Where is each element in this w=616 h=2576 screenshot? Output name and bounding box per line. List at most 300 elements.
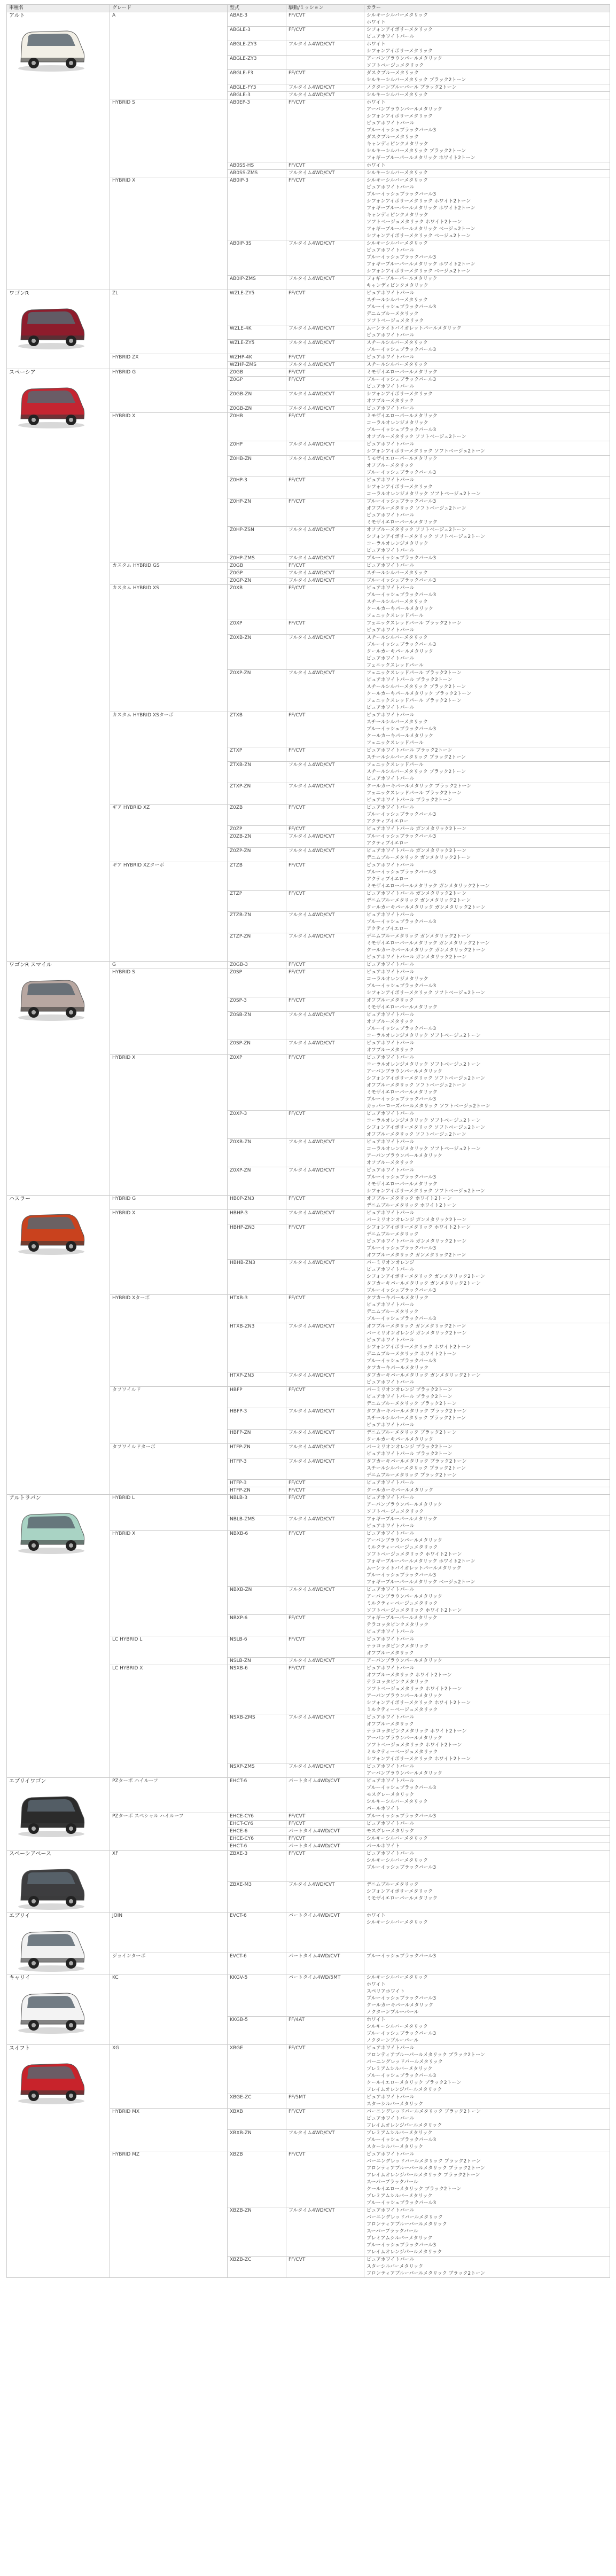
color-name: スチールシルバーメタリック: [367, 340, 428, 346]
drive-cell: FF/CVT: [286, 1055, 364, 1111]
grade-cell: XG: [110, 2045, 228, 2109]
color-name: ミルクティーベージュメタリック: [367, 1601, 438, 1606]
color-name: シルキーシルバーメタリック: [367, 92, 428, 98]
model-cell: [7, 2045, 110, 2278]
color-name: タフカーキパールメタリック ブラック2トーン: [367, 1409, 467, 1414]
drive-cell: FF/CVT: [286, 2109, 364, 2130]
drive-cell: FF/CVT: [286, 1615, 364, 1636]
color-cell: [364, 456, 610, 477]
color-name: ピュアホワイトパール: [367, 1821, 415, 1826]
drive-cell: FF/CVT: [286, 413, 364, 441]
color-cell: [364, 1408, 610, 1430]
color-cell: [364, 1843, 610, 1851]
color-name: ミモザイエローパールメタリック ガンメタリック2トーン: [367, 884, 490, 889]
color-name: ピュアホワイトパール: [367, 1380, 415, 1385]
color-cell: [364, 1260, 610, 1295]
color-name: ピュアホワイトパール: [367, 586, 415, 591]
color-name: ブルーイッシュブラックパール3: [367, 556, 436, 561]
model-code-cell: ZTZP-ZN: [228, 933, 286, 962]
drive-cell: フルタイム4WD/CVT: [286, 1882, 364, 1913]
color-cell: [364, 12, 610, 27]
color-name: フロンティアブルーパールメタリック: [367, 2222, 447, 2227]
model-code-cell: ZTZB: [228, 862, 286, 891]
color-name: オフブルーメタリック ソフトベージュ2トーン: [367, 527, 466, 533]
color-name: ピュアホワイトパール: [367, 705, 415, 711]
grade-cell: KC: [110, 1974, 228, 2045]
color-name: ブルーイッシュブラックパール3: [367, 1316, 436, 1322]
color-name: プレミアムシルバーメタリック: [367, 2130, 433, 2136]
color-name: ブルーイッシュブラックパール3: [367, 1996, 436, 2001]
color-cell: [364, 1139, 610, 1167]
color-name: クールカーキパールメタリック: [367, 2003, 434, 2008]
color-name: ミモザイエローパールメタリック: [367, 370, 438, 375]
drive-cell: フルタイム4WD/CVT: [286, 456, 364, 477]
car-window: [27, 2066, 75, 2079]
color-name: ホワイト: [367, 163, 386, 168]
color-cell: [364, 1836, 610, 1843]
model-code-cell: HTXP-ZN3: [228, 1372, 286, 1387]
model-code-cell: EHCE-CY6: [228, 1836, 286, 1843]
color-name: コーラルオレンジメタリック ソフトベージュ2トーン: [367, 1146, 481, 1152]
drive-cell: フルタイム4WD/CVT: [286, 325, 364, 340]
model-code-cell: ZTXP: [228, 747, 286, 762]
color-name: ピュアホワイトパール ガンメタリック2トーン: [367, 891, 467, 896]
model-code-cell: Z0XP: [228, 1055, 286, 1111]
color-name: ピュアホワイトパール: [367, 1764, 415, 1769]
header-drive: 駆動/ミッション: [286, 5, 364, 12]
model-code-cell: HTXB-ZN3: [228, 1323, 286, 1372]
color-name: アクティブイエロー: [367, 841, 409, 846]
color-name: ブルーイッシュブラックパール3: [367, 983, 436, 989]
color-name: キャンディピンクメタリック: [367, 283, 428, 288]
color-name: ピュアホワイトパール: [367, 1012, 415, 1018]
car-hub-front: [32, 2023, 36, 2027]
color-cell: [364, 2130, 610, 2151]
grade-cell: HYBRID X: [110, 1210, 228, 1295]
color-name: ソフトベージュメタリック: [367, 1509, 424, 1515]
drive-cell: フルタイム4WD/CVT: [286, 555, 364, 563]
model-code-cell: ZTZP: [228, 891, 286, 912]
drive-cell: パートタイム4WD/CVT: [286, 1953, 364, 1974]
model-cell: [7, 290, 110, 369]
color-name: ミモザイエローパールメタリック ガンメタリック2トーン: [367, 941, 490, 946]
drive-cell: フルタイム4WD/CVT: [286, 635, 364, 670]
color-cell: [364, 620, 610, 635]
grade-cell: カスタム HYBRID GS: [110, 563, 228, 585]
color-name: ダスクブルーメタリック: [367, 71, 419, 76]
color-name: ピュアホワイトパール: [367, 2046, 415, 2051]
color-cell: [364, 1012, 610, 1040]
color-name: ピュアホワイトパール ガンメタリック2トーン: [367, 848, 467, 854]
color-name: ホワイト: [367, 100, 386, 105]
grade-cell: LC HYBRID X: [110, 1665, 228, 1778]
model-code-cell: Z0HB: [228, 413, 286, 441]
color-name: スチールシルバーメタリック: [367, 298, 428, 303]
color-name: シフォンアイボリーメタリック: [367, 1889, 433, 1894]
grade-cell: PZターボ ハイルーフ: [110, 1778, 228, 1813]
car-photo: [11, 1985, 91, 2036]
color-name: ピュアホワイトパール: [367, 34, 415, 40]
table-row: [7, 12, 610, 27]
car-window: [27, 983, 75, 995]
color-cell: [364, 2207, 610, 2257]
color-cell: [364, 1224, 610, 1260]
table-row: [7, 1495, 610, 1516]
grade-cell: HYBRID Xターボ: [110, 1295, 228, 1387]
car-hub-rear: [69, 2023, 73, 2027]
drive-cell: フルタイム4WD/CVT: [286, 362, 364, 369]
model-code-cell: Z0GP-ZN: [228, 577, 286, 585]
color-cell: [364, 413, 610, 441]
color-cell: [364, 891, 610, 912]
color-name: シフォンアイボリーメタリック ソフトベージュ2トーン: [367, 1076, 485, 1081]
grade-cell: HYBRID X: [110, 1055, 228, 1196]
car-window: [27, 1516, 75, 1528]
color-name: ブルーイッシュブラックパール3: [367, 2200, 436, 2206]
color-name: ピュアホワイトパール: [367, 1851, 415, 1856]
color-name: ピュアホワイトパール: [367, 406, 415, 411]
color-name: スチールシルバーメタリック ブラック2トーン: [367, 769, 466, 775]
color-name: ノクターンブルーパール: [367, 2038, 419, 2043]
color-name: テラコッタピンクメタリック: [367, 1680, 429, 1685]
color-name: クールカーキパールメタリック ブラック2トーン: [367, 691, 472, 697]
model-code-cell: Z0GP: [228, 377, 286, 391]
model-code-cell: Z0HB-ZN: [228, 456, 286, 477]
color-name: ピュアホワイトパール: [367, 970, 415, 975]
color-name: シルキーシルバーメタリック ブラック2トーン: [367, 77, 466, 83]
model-code-cell: XBZB: [228, 2151, 286, 2207]
color-name: ムーンライトバイオレットパールメタリック: [367, 326, 462, 331]
color-cell: [364, 1828, 610, 1836]
model-code-cell: WZLE-ZY5: [228, 340, 286, 354]
color-cell: [364, 2094, 610, 2109]
drive-cell: フルタイム4WD/CVT: [286, 833, 364, 848]
color-cell: [364, 933, 610, 962]
color-cell: [364, 805, 610, 826]
color-name: アクティブイエロー: [367, 877, 409, 882]
car-photo: [11, 1505, 91, 1556]
drive-cell: フルタイム4WD/CVT: [286, 2207, 364, 2257]
grade-cell: HYBRID G: [110, 369, 228, 413]
model-code-cell: HTFP-3: [228, 1458, 286, 1480]
color-name: アーバンブラウンパールメタリック: [367, 1502, 442, 1508]
color-name: シフォンアイボリーメタリック: [367, 49, 433, 54]
drive-cell: フルタイム4WD/CVT: [286, 1167, 364, 1196]
color-name: アーバンブラウンパールメタリック: [367, 1538, 442, 1543]
color-name: コーラルオレンジメタリック ソフトベージュ2トーン: [367, 1033, 481, 1039]
model-code-cell: HTXB-3: [228, 1295, 286, 1323]
drive-cell: FF/4AT: [286, 2017, 364, 2045]
color-name: デニムブルーメタリック ガンメタリック2トーン: [367, 898, 471, 903]
color-name: フェニックスレッドパール: [367, 663, 424, 668]
model-code-cell: ABGLE-FY3: [228, 84, 286, 92]
color-name: ピュアホワイトパール: [367, 713, 415, 718]
color-name: プレミアムシルバーメタリック: [367, 2066, 433, 2072]
color-name: フォギーブルーパールメタリック ホワイト2トーン: [367, 1559, 475, 1564]
drive-cell: FF/CVT: [286, 862, 364, 891]
color-name: ミモザイエローパールメタリック: [367, 520, 438, 525]
color-cell: [364, 1821, 610, 1828]
header-model: 車種名: [7, 5, 110, 12]
drive-cell: FF/CVT: [286, 585, 364, 620]
drive-cell: パートタイム4WD/CVT: [286, 1913, 364, 1953]
model-code-cell: NSXP-ZMS: [228, 1763, 286, 1778]
table-row: [7, 290, 610, 325]
color-name: デニムブルーメタリック ブラック2トーン: [367, 1473, 457, 1478]
grade-cell: HYBRID G: [110, 1196, 228, 1210]
color-cell: [364, 325, 610, 340]
color-name: コーラルオレンジメタリック ソフトベージュ2トーン: [367, 1062, 481, 1067]
color-cell: [364, 1531, 610, 1587]
car-photo: [11, 379, 91, 431]
color-name: バーニングレッドパールメタリック: [367, 2215, 443, 2220]
drive-cell: FF/CVT: [286, 1111, 364, 1139]
color-name: ブルーイッシュブラックパール3: [367, 2243, 436, 2248]
car-photo: [11, 972, 91, 1023]
grade-cell: HYBRID MX: [110, 2109, 228, 2151]
color-name: フェニックスレッドパール ブラック2トーン: [367, 670, 462, 676]
color-cell: [364, 41, 610, 56]
color-name: コーラルオレンジメタリック ソフトベージュ2トーン: [367, 491, 481, 497]
color-name: ソフトベージュメタリック ホワイト2トーン: [367, 1552, 462, 1557]
color-cell: [364, 1458, 610, 1480]
color-cell: [364, 340, 610, 354]
color-cell: [364, 848, 610, 862]
model-code-cell: Z0GB-ZN: [228, 391, 286, 405]
drive-cell: FF/CVT: [286, 477, 364, 498]
drive-cell: フルタイム4WD/CVT: [286, 670, 364, 712]
color-name: ブルーイッシュブラックパール3: [367, 642, 436, 647]
car-hub-front: [32, 61, 36, 65]
color-name: クールカーキパールメタリック: [367, 733, 434, 739]
model-code-cell: EHCT-6: [228, 1778, 286, 1813]
grade-cell: LC HYBRID L: [110, 1636, 228, 1665]
drive-cell: フルタイム4WD/CVT: [286, 848, 364, 862]
color-name: スチールシルバーメタリック: [367, 635, 428, 641]
table-header: [7, 5, 610, 12]
color-name: デニムブルーメタリック: [367, 1232, 419, 1237]
drive-cell: フルタイム4WD/CVT: [286, 84, 364, 92]
color-name: スチールシルバーメタリック: [367, 720, 428, 725]
grade-cell: PZターボ スペシャル ハイルーフ: [110, 1813, 228, 1851]
color-name: ピュアホワイトパール: [367, 1041, 415, 1046]
color-cell: [364, 1615, 610, 1636]
color-name: クールカーキパールメタリック: [367, 606, 434, 612]
color-name: シルキーシルバーメタリック: [367, 1975, 428, 1980]
drive-cell: フルタイム4WD/CVT: [286, 1012, 364, 1040]
model-code-cell: Z0XB-ZN: [228, 635, 286, 670]
color-name: テラコッタピンクメタリック ホワイト2トーン: [367, 1729, 467, 1734]
model-code-cell: WZLE-4K: [228, 325, 286, 340]
drive-cell: フルタイム4WD/CVT: [286, 1260, 364, 1295]
model-code-cell: NBLB-3: [228, 1495, 286, 1516]
color-cell: [364, 1813, 610, 1821]
car-window: [27, 1872, 75, 1884]
drive-cell: フルタイム4WD/CVT: [286, 1210, 364, 1224]
color-name: シルキーシルバーメタリック: [367, 1920, 428, 1925]
model-code-cell: AB0SS-ZMS: [228, 170, 286, 177]
drive-cell: フルタイム4WD/CVT: [286, 405, 364, 413]
color-name: シルキーシルバーメタリック: [367, 1799, 428, 1805]
model-code-cell: EVCT-6: [228, 1953, 286, 1974]
color-name: シフォンアイボリーメタリック: [367, 485, 433, 490]
drive-cell: フルタイム4WD/CVT: [286, 92, 364, 99]
color-catalog-table: [6, 4, 610, 2278]
color-name: オフブルーメタリック: [367, 1722, 414, 1727]
color-name: ノクターンブルーパール ブラック2トーン: [367, 85, 457, 90]
color-name: ピュアホワイトパール: [367, 2152, 415, 2157]
color-cell: [364, 1882, 610, 1913]
color-name: テラコッタピンクメタリック: [367, 1622, 429, 1628]
model-code-cell: HBFP: [228, 1387, 286, 1408]
drive-cell: フルタイム4WD/CVT: [286, 527, 364, 555]
color-name: ミモザイエローパールメタリック: [367, 1005, 438, 1010]
color-name: ミモザイエローパールメタリック: [367, 1896, 438, 1901]
drive-cell: FF/CVT: [286, 1196, 364, 1210]
color-name: ピュアホワイトパール: [367, 478, 415, 483]
color-name: ブルーイッシュブラックパール3: [367, 347, 436, 353]
table-row: [7, 1913, 610, 1953]
color-cell: [364, 70, 610, 84]
color-name: ブルーイッシュブラックパール3: [367, 1175, 436, 1180]
color-cell: [364, 670, 610, 712]
model-code-cell: NBLB-ZMS: [228, 1516, 286, 1531]
color-name: シフォンアイボリーメタリック ホワイト2トーン: [367, 1700, 471, 1706]
model-code-cell: HTFP-3: [228, 1480, 286, 1487]
color-name: シフォンアイボリーメタリック ホワイト2トーン: [367, 199, 471, 204]
model-name: スペーシアベース: [9, 1851, 51, 1857]
color-name: ミモザイエローパールメタリック: [367, 456, 438, 462]
color-name: ピュアホワイトパール: [367, 805, 415, 810]
color-name: アクティブイエロー: [367, 926, 409, 932]
model-code-cell: Z0ZP: [228, 826, 286, 833]
color-name: モスグレーメタリック: [367, 1829, 415, 1834]
drive-cell: FF/CVT: [286, 290, 364, 325]
color-name: プレミアムシルバーメタリック: [367, 2193, 433, 2199]
color-name: フロンティアブルーパールメタリック ブラック2トーン: [367, 2271, 485, 2276]
color-name: シフォンアイボリーメタリック ベージュ2トーン: [367, 269, 471, 274]
color-name: ピュアホワイトパール: [367, 1139, 415, 1145]
color-name: ミモザイエローパールメタリック: [367, 413, 438, 419]
model-code-cell: NSXB-ZMS: [228, 1714, 286, 1763]
color-cell: [364, 1444, 610, 1458]
color-cell: [364, 92, 610, 99]
model-code-cell: HBHB-ZN3: [228, 1260, 286, 1295]
color-name: アーバンブラウンパールメタリック: [367, 1771, 442, 1776]
drive-cell: パートタイム4WD/CVT: [286, 1778, 364, 1813]
model-code-cell: XBXB-ZN: [228, 2130, 286, 2151]
color-name: オフブルーメタリック ガンメタリック2トーン: [367, 1324, 466, 1329]
model-code-cell: XBZB-ZN: [228, 2207, 286, 2257]
color-name: シフォンアイボリーメタリック ベージュ2トーン: [367, 233, 471, 239]
color-name: パールホワイト: [367, 1844, 400, 1849]
car-hub-rear: [69, 339, 73, 343]
model-cell: [7, 1851, 110, 1913]
color-name: スチールシルバーメタリック ブラック2トーン: [367, 1466, 466, 1471]
table-body: [7, 12, 610, 2278]
model-code-cell: HTFP-ZN: [228, 1444, 286, 1458]
table-row: [7, 1851, 610, 1882]
drive-cell: FF/CVT: [286, 1836, 364, 1843]
color-name: ピュアホワイトパール: [367, 1055, 415, 1060]
color-name: シフォンアイボリーメタリック ソフトベージュ2トーン: [367, 1189, 485, 1194]
color-name: バーミリオンオレンジ ガンメタリック2トーン: [367, 1331, 467, 1336]
color-name: タフカーキパールメタリック: [367, 1365, 429, 1371]
color-name: アーバンブラウンパールメタリック: [367, 1153, 442, 1159]
color-cell: [364, 441, 610, 456]
color-name: ブルーイッシュブラックパール3: [367, 1359, 436, 1364]
drive-cell: フルタイム4WD/CVT: [286, 1516, 364, 1531]
model-code-cell: NBXP-6: [228, 1615, 286, 1636]
model-cell: [7, 1913, 110, 1974]
color-name: ホワイト: [367, 42, 386, 47]
color-cell: [364, 912, 610, 933]
color-name: スチールシルバーメタリック: [367, 362, 428, 368]
model-code-cell: ABGLE-ZY3: [228, 41, 286, 56]
color-name: ムーンライトバイオレットパールメタリック: [367, 1566, 462, 1571]
color-name: シフォンアイボリーメタリック ホワイト2トーン: [367, 1757, 471, 1762]
model-cell: [7, 1778, 110, 1851]
color-name: タフカーキパールメタリック ガンメタリック2トーン: [367, 1281, 481, 1286]
model-code-cell: Z0ZB: [228, 805, 286, 826]
color-name: ホワイト: [367, 1913, 386, 1918]
color-cell: [364, 1372, 610, 1387]
color-name: バーニングレッドパールメタリック ブラック2トーン: [367, 2109, 481, 2114]
color-name: アーバンブラウンパールメタリック: [367, 1693, 442, 1699]
drive-cell: フルタイム4WD/CVT: [286, 391, 364, 405]
car-hub-rear: [69, 1543, 73, 1548]
color-name: ピュアホワイトパール ブラック2トーン: [367, 798, 453, 803]
car-hub-rear: [69, 418, 73, 422]
color-name: ピュアホワイトパール: [367, 1666, 415, 1671]
drive-cell: FF/CVT: [286, 70, 364, 84]
drive-cell: FF/CVT: [286, 1295, 364, 1323]
model-code-cell: WZHP-ZMS: [228, 362, 286, 369]
color-name: ピュアホワイトパール: [367, 442, 415, 447]
color-name: ピュアホワイトパール: [367, 384, 415, 389]
color-name: ブルーイッシュブラックパール3: [367, 2073, 436, 2079]
model-code-cell: Z0SP-3: [228, 997, 286, 1012]
color-name: テラコッタピンクメタリック: [367, 1644, 429, 1649]
color-name: ミルクティーベージュメタリック: [367, 1545, 438, 1550]
car-photo: [11, 1923, 91, 1974]
color-cell: [364, 1196, 610, 1210]
color-name: フォギーブルーパールメタリック ホワイト2トーン: [367, 262, 475, 267]
drive-cell: FF/CVT: [286, 162, 364, 170]
color-name: ピュアホワイトパール: [367, 548, 415, 553]
model-code-cell: Z0GB: [228, 563, 286, 570]
color-name: ピュアホワイトパール ガンメタリック2トーン: [367, 1239, 467, 1244]
color-name: ブルーイッシュブラックパール3: [367, 812, 436, 817]
model-code-cell: ZTXB-ZN: [228, 762, 286, 783]
color-name: シフォンアイボリーメタリック: [367, 27, 433, 33]
model-code-cell: NSXB-6: [228, 1665, 286, 1714]
color-name: ブルーイッシュブラックパール3: [367, 2031, 436, 2036]
car-hub-front: [32, 418, 36, 422]
car-hub-front: [32, 1543, 36, 1548]
color-name: ソフトベージュメタリック ホワイト2トーン: [367, 1743, 462, 1748]
color-name: ピュアホワイトパール: [367, 121, 415, 126]
color-name: ピュアホワイトパール: [367, 1629, 415, 1635]
table-row: [7, 1196, 610, 1210]
color-name: ピュアホワイトパール: [367, 355, 415, 360]
color-cell: [364, 27, 610, 41]
color-name: バーニングレッドパールメタリック ブラック2トーン: [367, 2159, 481, 2164]
drive-cell: FF/CVT: [286, 620, 364, 635]
color-cell: [364, 2045, 610, 2094]
color-cell: [364, 1495, 610, 1516]
color-name: スターシルバーメタリック: [367, 2102, 424, 2107]
